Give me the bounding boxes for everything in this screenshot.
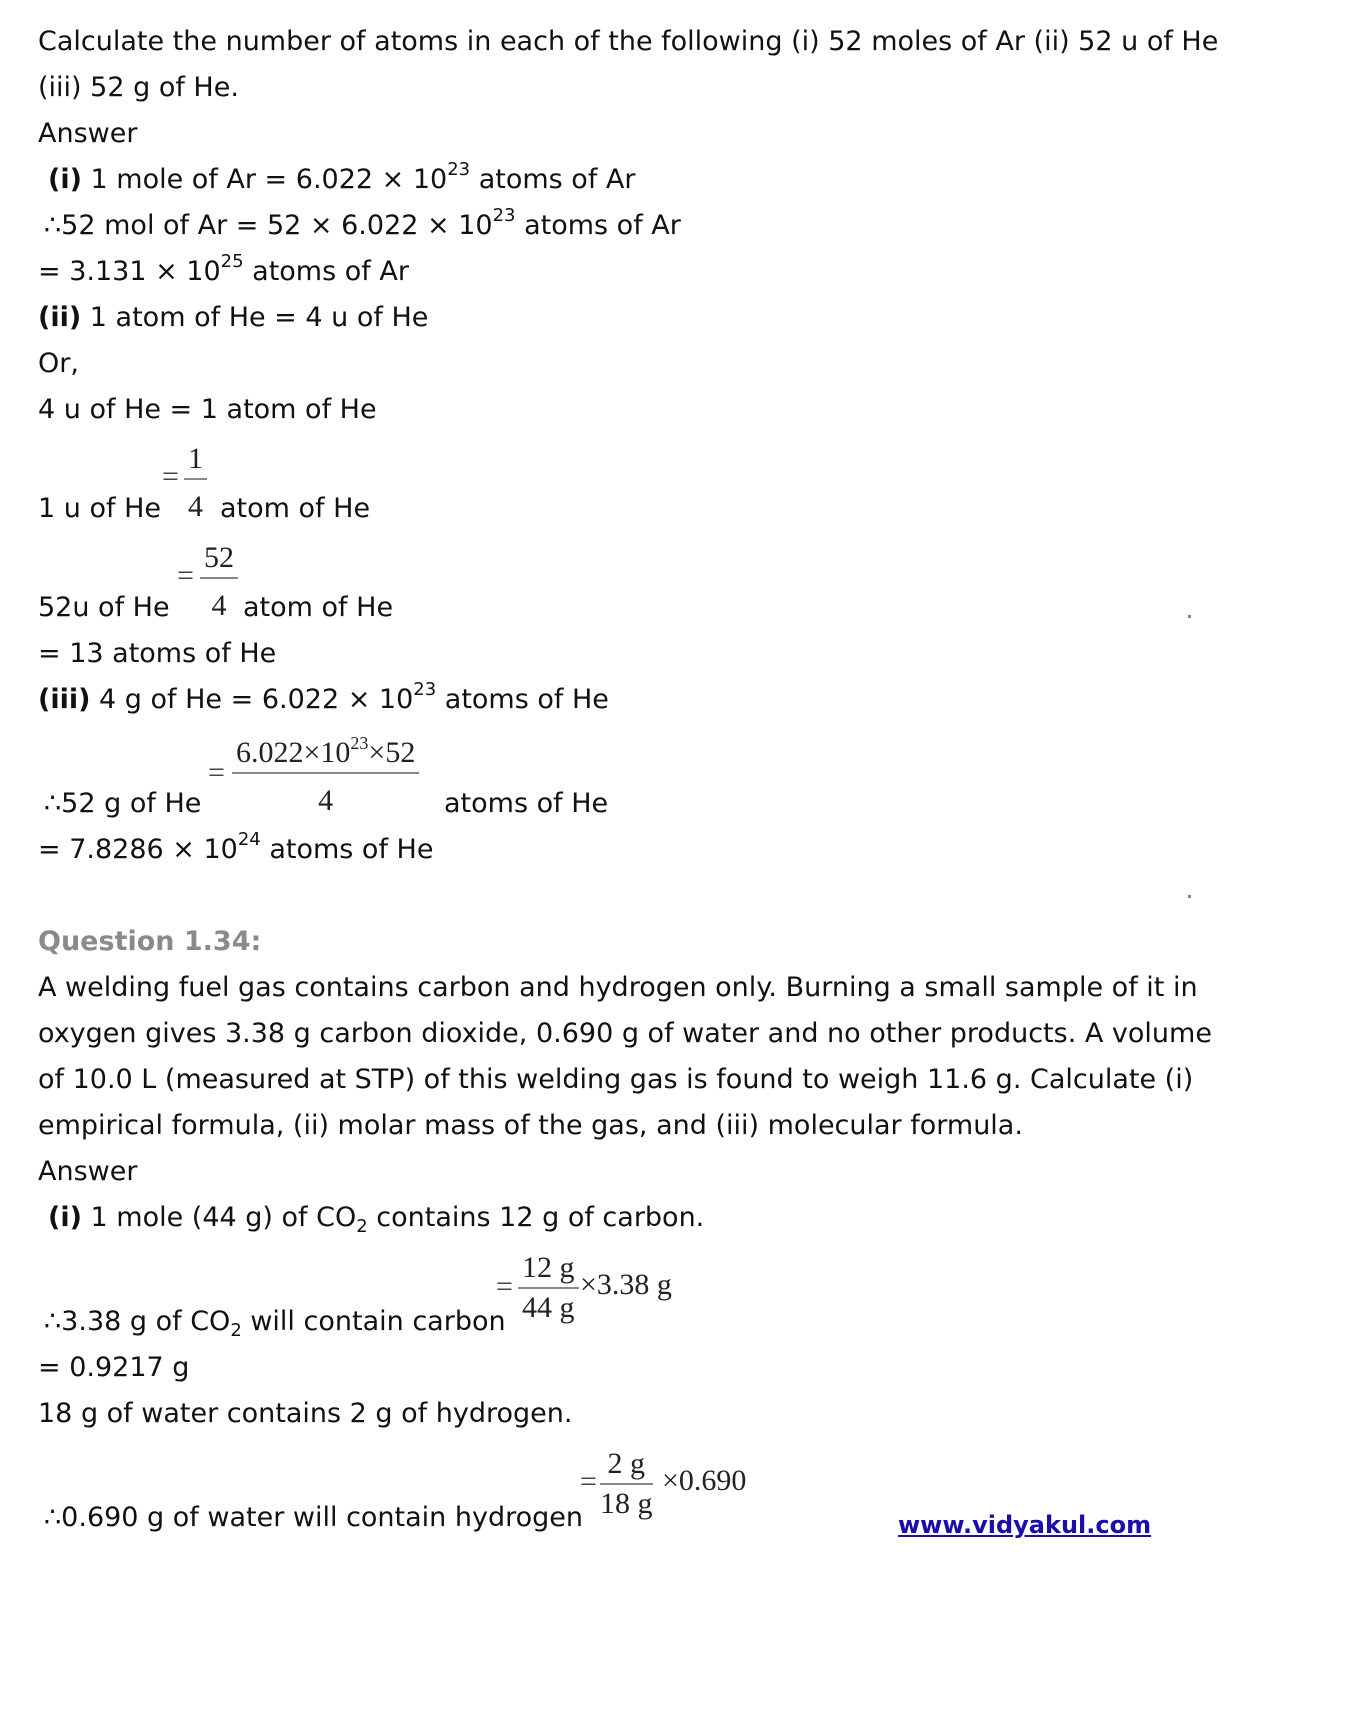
q2-fraction-1-multiplier: ×3.38 g: [580, 1268, 672, 1301]
q2-part-i-line-1-text: 1 mole (44 g) of CO: [81, 1202, 357, 1233]
part-iii-line-2-left: ∴52 g of He: [44, 788, 202, 819]
part-iii-line-3-exponent: 24: [237, 829, 261, 850]
part-ii-line-5: = 13 atoms of He: [38, 638, 277, 669]
part-i-line-2: [44, 205, 681, 243]
part-iii-label: (iii): [38, 684, 91, 715]
decorative-dot: [1188, 615, 1191, 618]
q2-fraction-1-denominator: 44 g: [522, 1291, 575, 1324]
part-i-line-3: [38, 251, 409, 289]
question-2-text-line-3: of 10.0 L (measured at STP) of this welding gas is found to weigh 11.6 g. Calculate (i): [38, 1064, 1194, 1095]
part-iii-fraction-numerator-tail: ×52: [368, 736, 416, 769]
part-iii-line-3-tail: atoms of He: [260, 834, 434, 865]
q2-part-i-line-1-tail: contains 12 g of carbon.: [367, 1202, 705, 1233]
part-i-line-2-tail: atoms of Ar: [515, 210, 681, 241]
question-heading: Question 1.34:: [38, 926, 262, 957]
q2-fraction-1-numerator: 12 g: [522, 1251, 575, 1284]
part-ii-line-3-right: atom of He: [220, 493, 371, 524]
part-ii-fraction-2-denominator: 4: [211, 589, 227, 622]
part-ii-fraction-1: [184, 442, 207, 524]
part-i-label: (i): [48, 164, 82, 195]
q2-fraction-2: [600, 1447, 653, 1521]
part-iii-line-1-text: 4 g of He = 6.022 × 10: [90, 684, 414, 715]
q2-part-i-line-2: [44, 1305, 506, 1339]
part-i-line-1-tail: atoms of Ar: [470, 164, 636, 195]
question-text-line-1: Calculate the number of atoms in each of the following (i) 52 moles of Ar (ii) 52 u of He: [38, 26, 1219, 57]
part-iii-line-1-exponent: 23: [413, 679, 437, 700]
part-iii-line-2-right: atoms of He: [444, 788, 609, 819]
q2-part-i-line-1-subscript: 2: [356, 1216, 368, 1237]
fraction-bar: [232, 772, 419, 774]
q2-part-i-line-4: 18 g of water contains 2 g of hydrogen.: [38, 1398, 573, 1429]
part-i-line-3-exponent: 25: [220, 251, 244, 272]
q2-fraction-2-denominator: 18 g: [600, 1487, 653, 1520]
part-i-line-3-text: = 3.131 × 10: [38, 256, 221, 287]
part-iii-line-1: [38, 679, 609, 717]
part-ii-line-4-left: 52u of He: [38, 592, 170, 623]
decorative-dot: [1188, 895, 1191, 898]
footer-website-link[interactable]: www.vidyakul.com: [898, 1511, 1152, 1539]
part-i-line-1-exponent: 23: [447, 159, 471, 180]
part-i-line-3-tail: atoms of Ar: [243, 256, 409, 287]
part-iii-fraction-denominator: 4: [318, 784, 334, 817]
part-i-line-1-text: 1 mole of Ar = 6.022 × 10: [81, 164, 448, 195]
part-i-line-2-text: ∴52 mol of Ar = 52 × 6.022 × 10: [44, 210, 493, 241]
part-ii-line-4-right: atom of He: [243, 592, 394, 623]
part-iii-equals: =: [208, 756, 225, 789]
fraction-bar: [200, 577, 238, 579]
fraction-bar: [600, 1483, 653, 1485]
part-iii-fraction: [232, 733, 419, 818]
part-ii-line-3-left: 1 u of He: [38, 493, 161, 524]
part-ii-fraction-1-numerator: 1: [188, 442, 203, 475]
q2-part-i-label: (i): [48, 1202, 82, 1233]
part-ii-line-1: [38, 301, 428, 335]
part-iii-line-3-text: = 7.8286 × 10: [38, 834, 238, 865]
q2-part-i-line-2-subscript: 2: [230, 1320, 242, 1341]
q2-fraction-2-numerator: 2 g: [607, 1447, 645, 1480]
answer-label: Answer: [38, 118, 138, 149]
part-ii-line-4-equals: =: [177, 559, 194, 592]
q2-part-i-line-2-text: ∴3.38 g of CO: [44, 1306, 231, 1337]
part-iii-fraction-numerator-base: 6.022×10: [236, 736, 351, 769]
q2-part-i-line-1: [48, 1201, 704, 1235]
q2-part-i-line-5: ∴0.690 g of water will contain hydrogen: [44, 1502, 583, 1533]
fraction-bar: [518, 1287, 579, 1289]
q2-fraction-1-equals: =: [496, 1270, 513, 1303]
part-ii-or: Or,: [38, 348, 79, 379]
part-ii-fraction-2: [200, 541, 238, 623]
part-ii-fraction-2-numerator: 52: [204, 541, 234, 574]
part-ii-line-3-equals: =: [162, 460, 179, 493]
question-2-text-line-4: empirical formula, (ii) molar mass of the gas, and (iii) molecular formula.: [38, 1110, 1023, 1141]
part-ii-label: (ii): [38, 302, 82, 333]
part-ii-fraction-1-denominator: 4: [188, 490, 203, 523]
q2-part-i-line-3: = 0.9217 g: [38, 1352, 190, 1383]
part-ii-line-1-text: 1 atom of He = 4 u of He: [81, 302, 429, 333]
fraction-bar: [184, 478, 207, 480]
part-iii-fraction-numerator: [232, 733, 419, 770]
question-text-line-2: (iii) 52 g of He.: [38, 72, 239, 103]
q2-fraction-2-equals: =: [580, 1465, 597, 1498]
part-i-line-1: [48, 159, 636, 197]
question-2-text-line-2: oxygen gives 3.38 g carbon dioxide, 0.690 g of water and no other products. A volume: [38, 1018, 1212, 1049]
question-2-text-line-1: A welding fuel gas contains carbon and hydrogen only. Burning a small sample of it in: [38, 972, 1198, 1003]
part-iii-fraction-numerator-exponent: 23: [350, 733, 369, 753]
part-iii-line-3: [38, 829, 434, 867]
q2-part-i-line-2-tail: will contain carbon: [241, 1306, 506, 1337]
part-iii-line-1-tail: atoms of He: [436, 684, 609, 715]
answer-label-2: Answer: [38, 1156, 138, 1187]
part-i-line-2-exponent: 23: [492, 205, 516, 226]
q2-fraction-2-multiplier: ×0.690: [662, 1464, 747, 1497]
part-ii-line-2: 4 u of He = 1 atom of He: [38, 394, 377, 425]
q2-fraction-1: [518, 1251, 579, 1325]
